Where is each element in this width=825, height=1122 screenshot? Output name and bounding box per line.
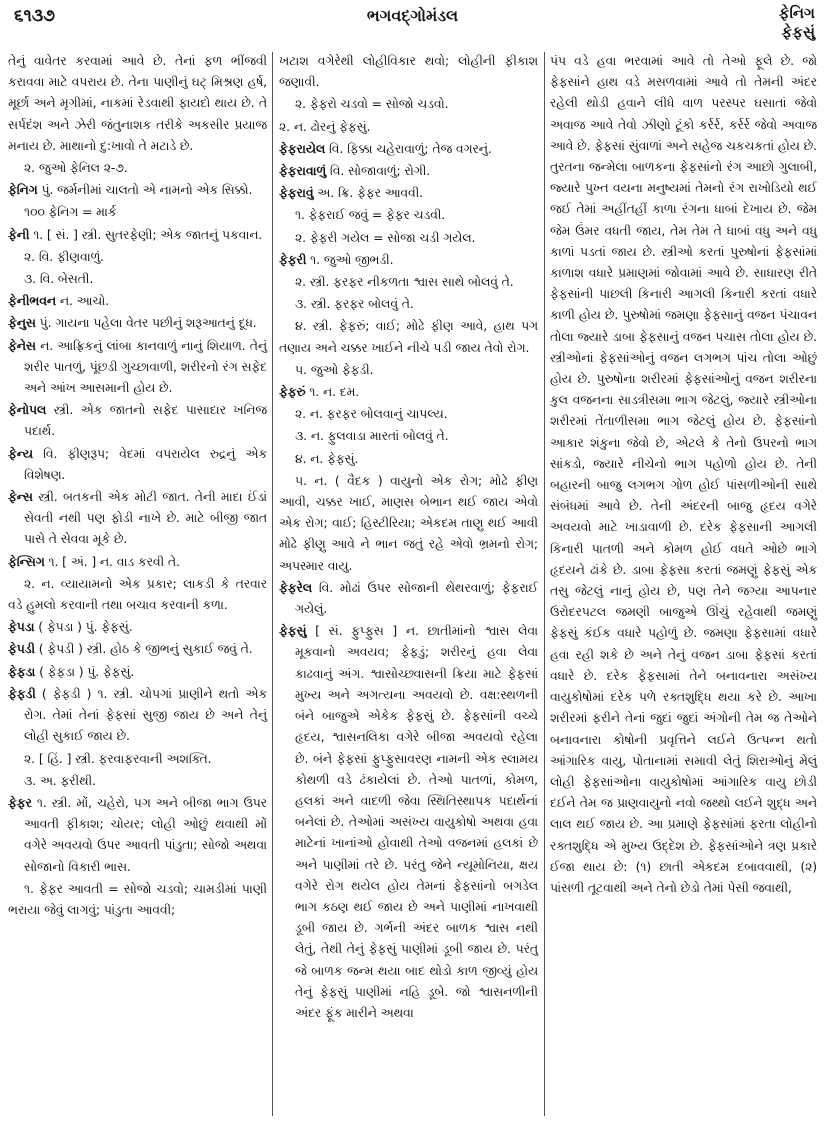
entry-sense bbox=[279, 227, 538, 248]
headword: ફેફરી bbox=[279, 251, 307, 267]
entry-text: તેનું વાવેતર કરવામાં આવે છે. તેનાં ફળ ભીંજવી કરાવવા માટે વપરાય છે. તેના પાણીનું ઘટ્ મિશ્રણ હર્ષ, મૂર્છા અને મૃગીમાં, નાકમાં રેડવાથી ફાયદો થાય છે. તે સર્પદંશ અને ઝેરી જંતુનાશક તરીકે અકસીર પ્રયાજ મનાય છે. માથાનો દુ:ખાવો તે મટાડે છે. bbox=[8, 53, 267, 153]
entry-text: ૧. ફેફર આવતી = સોજો ચડવો; ચામડીમાં પાણી ભરાયા જેવું લાગવું; પાંડુતા આવવી; bbox=[8, 880, 267, 917]
headword: ફેન્સ bbox=[8, 489, 33, 505]
entry-sense bbox=[279, 271, 538, 292]
entry-text: ૩. વિ. બેસતી. bbox=[24, 271, 94, 287]
headword: ફેફડા bbox=[8, 663, 36, 679]
entry-text: પું. જર્મનીમાં ચાલતો એ નામનો એક સિક્કો. bbox=[37, 182, 253, 198]
entry-text: ( ફેફડી ) ૧. સ્ત્રી. ચોપગાં પ્રાણીને થતો એક રોગ. તેમાં તેનાં ફેફસાં સુજી જાય છે અને તેનું લોહી સુકાઈ જાય છે. bbox=[24, 685, 267, 744]
dictionary-entry bbox=[8, 312, 267, 333]
headword: ફેફર bbox=[8, 794, 32, 810]
headword: ફેફરાવું bbox=[279, 185, 314, 201]
entry-text: ૨. ન. ફરફર બોલવાનું ચાપલ્ય. bbox=[295, 406, 448, 422]
entry-sense bbox=[8, 573, 267, 615]
headword: ફેફરાવાળું bbox=[279, 163, 327, 179]
entry-text: પંપ વડે હવા ભરવામાં આવે તો તેઓ ફૂલે છે. જો ફેફસાંને હાથ વડે મસળવામાં આવે તો તેમની અંદર રહેલી થોડી હવાને લીધે વાળ પરસ્પર ઘસાતાં જેવો અવાજ આવે તેવો ઝીણો ટૂંકો કર્રર્ર, કર્રર્ર જેવો અવાજ આવે છે. ફેફસાં સુંવાળાં અને સહેજ ચકચકતાં હોય છે. તુરતના જન્મેલા બાળકના ફેફસાંનો રંગ આછો ગુલાબી, જ્યારે પુખ્ત વયના મનુષ્યમાં તેમનો રંગ રાખોડિયો થઈ જઈ તેમાં અહીંતહીં કાળા રંગના ધાબાં દેખાય છે. જેમ જેમ ઉંમર વધતી જાય, તેમ તેમ તે ધાબાં વધુ અને વધુ કાળાં પડતાં જાય છે. સ્ત્રીઓ કરતાં પુરુષોનાં ફેફસાંમાં કાળાશ વધારે પ્રમાણમાં જોવામાં આવે છે. સાધારણ રીતે ફેફસાંની પાછલી કિનારી આગલી કિનારી કરતાં વધારે કાળી હોય છે. પુરુષોમાં જમણા ફેફસાનું વજન પંચાવન તોલા જ્યારે ડાબા ફેફસાનું વજન પચાસ તોલા હોય છે. સ્ત્રીઓનાં ફેફસાંઓનું વજન લગભગ પાંચ તોલા ઓછું હોય છે. પુરુષોના શરીરમાં ફેફસાંઓનું વજન શરીરના કુલ વજનના સાડત્રીસમા ભાગ જેટલું, જ્યારે સ્ત્રીઓના શરીરમાં તેંતાળીસમા ભાગ જેટલું હોય છે. ફેફસાંનો આકાર શંકુના જેવો છે, એટલે કે તેનો ઉપરનો ભાગ સાંકડો, જ્યારે નીચેનો ભાગ પહોળો હોય છે. તેની બહારની બાજુ લગભગ ગોળ હોઈ પાંસળીઓની સાથે સંબંધમાં આવે છે. તેની અંદરની બાજુ હૃદય વગેરે અવયવો માટે ખાડાવાળી છે. દરેક ફેફસાની આગલી કિનારી પાતળી અને કોમળ હોઈ વધતે ઓછે ભાગે હૃદયને ઢાંકે છે. ડાબા ફેફસા કરતાં જમણું ફેફસું એક તસુ જેટલું નાનું હોય છે, પણ તેને જગ્યા આપનાર ઉરોદરપટલ જમણી બાજુએ ઊંચું રહેવાથી જમણું ફેફસું કંઈક વધારે પહોળું છે. જમણા ફેફસામાં વધારે હવા રહી શકે છે અને તેનું વજન ડાબા ફેફસાં કરતાં વધારે છે. દરેક ફેફસામાં તેને બનાવનારા અસંખ્ય વાયુકોષોમાં દરેક પળે રક્તશુદ્ધિ થયા કરે છે. આખા શરીરમાં ફરીને તેનાં જુદાં જુદાં અંગોની તેમ જ તેઓને બનાવનારા કોષોની પ્રવૃત્તિને લઈને ઉત્પન્ન થતો આંગારિક વાયુ, પોતાનામાં સમાવી લેતું શિરાઓનું મેલું લોહી ફેફસાંઓના વાયુકોષોમાં આંગારિક વાયુ છોડી દઈને તેમ જ પ્રાણવાયુનો નવો જથ્થો લઈને શુદ્ધ અને લાલ થઈ જાય છે. આ પ્રમાણે ફેફસાંમાં ફરતા લોહીનો રક્તશુદ્ધિ એ મુખ્ય ઉદ્દેશ છે. ફેફસાંઓને ત્રણ પ્રકારે ઈજા થાય છે: (૧) છાતી એકદમ દબાવવાથી, (૨) પાંસળી તૂટવાથી અને તેનો છેડો તેમાં પેસી જવાથી, bbox=[550, 53, 817, 895]
headword: ફેન્સિગ bbox=[8, 553, 45, 569]
column-divider bbox=[272, 52, 273, 1116]
headword: ફેની bbox=[8, 226, 30, 242]
entry-text: ૨. ફેફરો ચડવો = સોજો ચડવો. bbox=[295, 96, 449, 112]
entry-text: ( ફેપડી ) સ્ત્રી. હોઠ કે જીભનું સુકાઈ જવું તે. bbox=[34, 641, 253, 657]
entry-text: ૩. ન. ફુલવાડા મારતાં બોલવું તે. bbox=[295, 428, 449, 444]
entry-sense bbox=[279, 93, 538, 114]
entry-text: ન. આચો. bbox=[56, 293, 110, 309]
entry-text: ૨. ન. ઢોરનું ફેફસું. bbox=[279, 118, 371, 134]
headword: ફેનુસ bbox=[8, 315, 36, 331]
headword: ફેનોપલ bbox=[8, 402, 47, 418]
entry-text: ૨. વિ. ફીણવાળું. bbox=[24, 248, 105, 264]
dictionary-entry bbox=[279, 620, 538, 1023]
guide-word-first: ફેનિગ bbox=[778, 4, 815, 22]
entry-text: ૨. ન. વ્યાયામનો એક પ્રકાર; લાકડી કે તરવાર વડે હુમલો કરવાની તથા બચાવ કરવાની કળા. bbox=[8, 575, 267, 613]
dictionary-entry bbox=[8, 683, 267, 747]
entry-text: સ્ત્રી. બતકની એક મોટી જાત. તેની માદા ઈંડાં સેવતી નથી પણ ફોડી નાખે છે. માટે બીજી જાત પાસે તે સેવવા મૂકે છે. bbox=[24, 489, 267, 547]
entry-sense bbox=[8, 201, 267, 222]
guide-words bbox=[779, 4, 815, 42]
page-header bbox=[0, 0, 825, 48]
dictionary-entry bbox=[8, 486, 267, 550]
page-title: ભગવદ્ગોમંડલ bbox=[366, 6, 459, 25]
entry-text: ૩. સ્ત્રી. ફરફર બોલવું તે. bbox=[295, 296, 414, 312]
entry-text: ૨. સ્ત્રી. ફરફર નીકળતા શ્વાસ સાથે બોલવું તે. bbox=[295, 274, 514, 290]
entry-text: ૧. ન. દમ. bbox=[305, 384, 360, 400]
entry-sense bbox=[8, 878, 267, 920]
guide-word-last: ફેફસું bbox=[781, 23, 815, 41]
column-2 bbox=[279, 50, 538, 1024]
entry-text: વિ. સોજાવાળું; રોગી. bbox=[326, 163, 431, 179]
dictionary-entry bbox=[8, 443, 267, 485]
entry-text: ૨. [ હિં. ] સ્ત્રી. ફરવાફરવાની અશક્તિ. bbox=[24, 750, 212, 766]
entry-text: ૫. ન. ( વૈદક ) વાયુનો એક રોગ; મોઢે ફીણ આવી, ચક્કર ખાઈ, માણસ બેભાન થઈ જાય એવો એક રોગ; વાઈ; હિસ્ટીરિયા; એકદમ તાણુ થઈ આવી મોઢે ફીણુ આવે ને ભાન જતું રહે એવો ભ્રમનો રોગ; અપસ્માર વાયુ. bbox=[279, 472, 538, 573]
entry-sense bbox=[8, 268, 267, 289]
headword: ફેન્ય bbox=[8, 445, 33, 461]
headword: ફેપડી bbox=[8, 641, 35, 657]
entry-text: ૫. જુઓ ફેફડી. bbox=[295, 361, 374, 377]
entry-text: ૨. ફેફરી ગયેલ = સોજા ચડી ગયેલ. bbox=[295, 229, 476, 245]
headword: ફેનેસ bbox=[8, 337, 36, 353]
dictionary-entry bbox=[8, 616, 267, 637]
entry-sense bbox=[279, 315, 538, 357]
column-divider bbox=[544, 52, 545, 1116]
entry-text: ૪. સ્ત્રી. ફેફરું; વાઈ; મોઢે ફીણ આવે, હાથ પગ તણાય અને ચક્કર ખાઈને નીચે પડી જાય તેવો રોગ. bbox=[279, 318, 538, 355]
entry-text: વિ. મોઢાં ઉપર સોજાની થેથરવાળું; ફેફરાઈ ગયેલું. bbox=[295, 579, 538, 617]
entry-text: ૨. જુઓ ફેનિલ ૨-૭. bbox=[24, 160, 128, 176]
entry-text: ૧. ફેફરાઈ જવું = ફેફર ચડવી. bbox=[295, 207, 446, 223]
dictionary-entry bbox=[8, 224, 267, 245]
headword: ફેફરું bbox=[279, 384, 306, 400]
dictionary-entry bbox=[8, 638, 267, 659]
entry-text: ૧. સ્ત્રી. મોં, ચહેરો, પગ અને બીજા ભાગ ઉપર આવતી ફીકાશ; ચોયર; લોહી ઓછું થવાથી મોં વગેરે અવયવો ઉપર આવતી પાંડુતા; સોજો અથવા સોજાનો વિકારી ભાસ. bbox=[24, 794, 267, 874]
dictionary-entry bbox=[279, 182, 538, 203]
entry-sense bbox=[279, 293, 538, 314]
entry-sense bbox=[8, 748, 267, 769]
dictionary-entry bbox=[279, 381, 538, 402]
column-3 bbox=[550, 50, 817, 899]
headword: ફેપડા bbox=[8, 619, 35, 635]
dictionary-entry bbox=[8, 661, 267, 682]
entry-text: ૧૦૦ ફેનિગ = માર્ક bbox=[24, 204, 117, 220]
dictionary-entry bbox=[8, 290, 267, 311]
page-number: ૬૧૩૭ bbox=[14, 6, 55, 26]
dictionary-entry bbox=[8, 335, 267, 399]
entry-text: વિ. ફિક્કા ચહેરાવાળું; તેજ વગરનું. bbox=[325, 140, 492, 156]
entry-sense bbox=[8, 157, 267, 178]
entry-text: ( ફેફડા ) પું. ફેફસું. bbox=[35, 663, 135, 679]
entry-text: અ. ક્રિ. ફેફર આવવી. bbox=[313, 185, 424, 201]
entry-sense bbox=[550, 50, 817, 898]
entry-text: ૧. જુઓ જીભડી. bbox=[306, 251, 394, 267]
entry-sense bbox=[279, 204, 538, 225]
entry-text: ૧. [ અં. ] ન. વાડ કરવી તે. bbox=[44, 553, 180, 569]
headword: ફેફડી bbox=[8, 685, 36, 701]
entry-sense bbox=[279, 448, 538, 469]
entry-text: પું. ગાયના પહેલા વેતર પછીનું શરૂઆતનું દૂધ. bbox=[35, 315, 257, 331]
headword: ફેનીભવન bbox=[8, 293, 56, 309]
entry-text: ( ફેપડા ) પું. ફેફસું. bbox=[34, 619, 133, 635]
entry-sense bbox=[8, 50, 267, 156]
entry-text: ૩. અ. ફરીથી. bbox=[24, 772, 96, 788]
headword: ફેફસું bbox=[279, 623, 307, 639]
entry-text: ખટાશ વગેરેથી લોહીવિકાર થવો; લોહીની ફીકાશ જણાવી. bbox=[279, 53, 538, 90]
headword: ફેનિગ bbox=[8, 182, 38, 198]
dictionary-entry bbox=[279, 249, 538, 270]
headword: ફેફરેલ bbox=[279, 579, 313, 595]
entry-text: વિ. ફીણરૂપ; વેદમાં વપરાયેલ રુદ્રનું એક વિશેષણ. bbox=[24, 445, 267, 482]
dictionary-entry bbox=[8, 792, 267, 877]
entry-sense bbox=[8, 246, 267, 267]
entry-sense bbox=[279, 116, 538, 137]
dictionary-entry bbox=[279, 160, 538, 181]
column-1 bbox=[8, 50, 267, 921]
dictionary-entry bbox=[8, 551, 267, 572]
entry-text: ન. આફ્રિકનું લાંબા કાનવાળું નાનું શિયાળ. તેનું શરીર પાતળું, પૂંછડી ગુચ્છાવાળી, શરીરનો રંગ સફેદ અને આંખ આસમાની હોય છે. bbox=[24, 337, 268, 396]
entry-sense bbox=[279, 403, 538, 424]
dictionary-entry bbox=[279, 577, 538, 619]
entry-text: સ્ત્રી. એક જાતનો સફેદ પાસાદાર ખનિજ પદાર્થ. bbox=[24, 402, 267, 439]
dictionary-entry bbox=[8, 399, 267, 441]
dictionary-entry bbox=[279, 138, 538, 159]
dictionary-entry bbox=[8, 179, 267, 200]
entry-sense bbox=[279, 425, 538, 446]
entry-text: [ સં. ફુપ્ફુસ ] ન. છાતીમાંનો શ્વાસ લેવા મૂકવાનો અવયવ; ફેફડું; શરીરનું હવા લેવા કાઢવાનું અંગ. શ્વાસોચ્છ્વાસની ક્રિયા માટે ફેફસાં મુખ્ય અને અગત્યના અવયવો છે. વક્ષ:સ્થળની બંને બાજુએ એકેક ફેફસું છે. ફેફસાંની વચ્ચે હૃદય, શ્વાસનલિકા વગેરે બીજા અવયવો રહેલા છે. બંને ફેફસાં ફુપ્ફુસાવરણ નામની એક સ્લામય કોથળી વડે ઢંકાયેલાં છે. તેઓ પાતળાં, કોમળ, હલકાં અને વાદળી જેવા સ્થિતિસ્થાપક પદાર્થનાં બનેલાં છે. તેઓમાં અસંખ્ય વાયુકોષો અથવા હવા માટેનાં ખાનાંઓ હોવાથી તેઓ વજનમાં હલકાં છે અને પાણીમાં તરે છે. પરંતુ જેને ન્યૂમોનિયા, ક્ષય વગેરે રોગ થયેલ હોય તેમનાં ફેફસાંનો બગડેલ ભાગ કઠણ થઈ જાય છે અને પાણીમાં નાખવાથી ડૂબી જાય છે. ગર્ભની અંદર બાળક શ્વાસ નથી લેતું, તેથી તેનું ફેફસું પાણીમાં ડૂબી જાય છે. પરંતુ જે બાળક જન્મ થયા બાદ થોડો કાળ જીવ્યું હોય તેનું ફેફસું પાણીમાં નહિ ડૂબે. જો શ્વાસનળીની અંદર ફૂંક મારીને અથવા bbox=[295, 623, 538, 1020]
entry-sense bbox=[279, 470, 538, 576]
headword: ફેફરાયેલ bbox=[279, 140, 326, 156]
entry-text: ૪. ન. ફેફસું. bbox=[295, 450, 359, 466]
entry-sense bbox=[279, 50, 538, 92]
entry-sense bbox=[8, 770, 267, 791]
entry-text: ૧. [ સં. ] સ્ત્રી. સુતરફેણી; એક જાતનું પકવાન. bbox=[29, 226, 263, 242]
entry-sense bbox=[279, 359, 538, 380]
